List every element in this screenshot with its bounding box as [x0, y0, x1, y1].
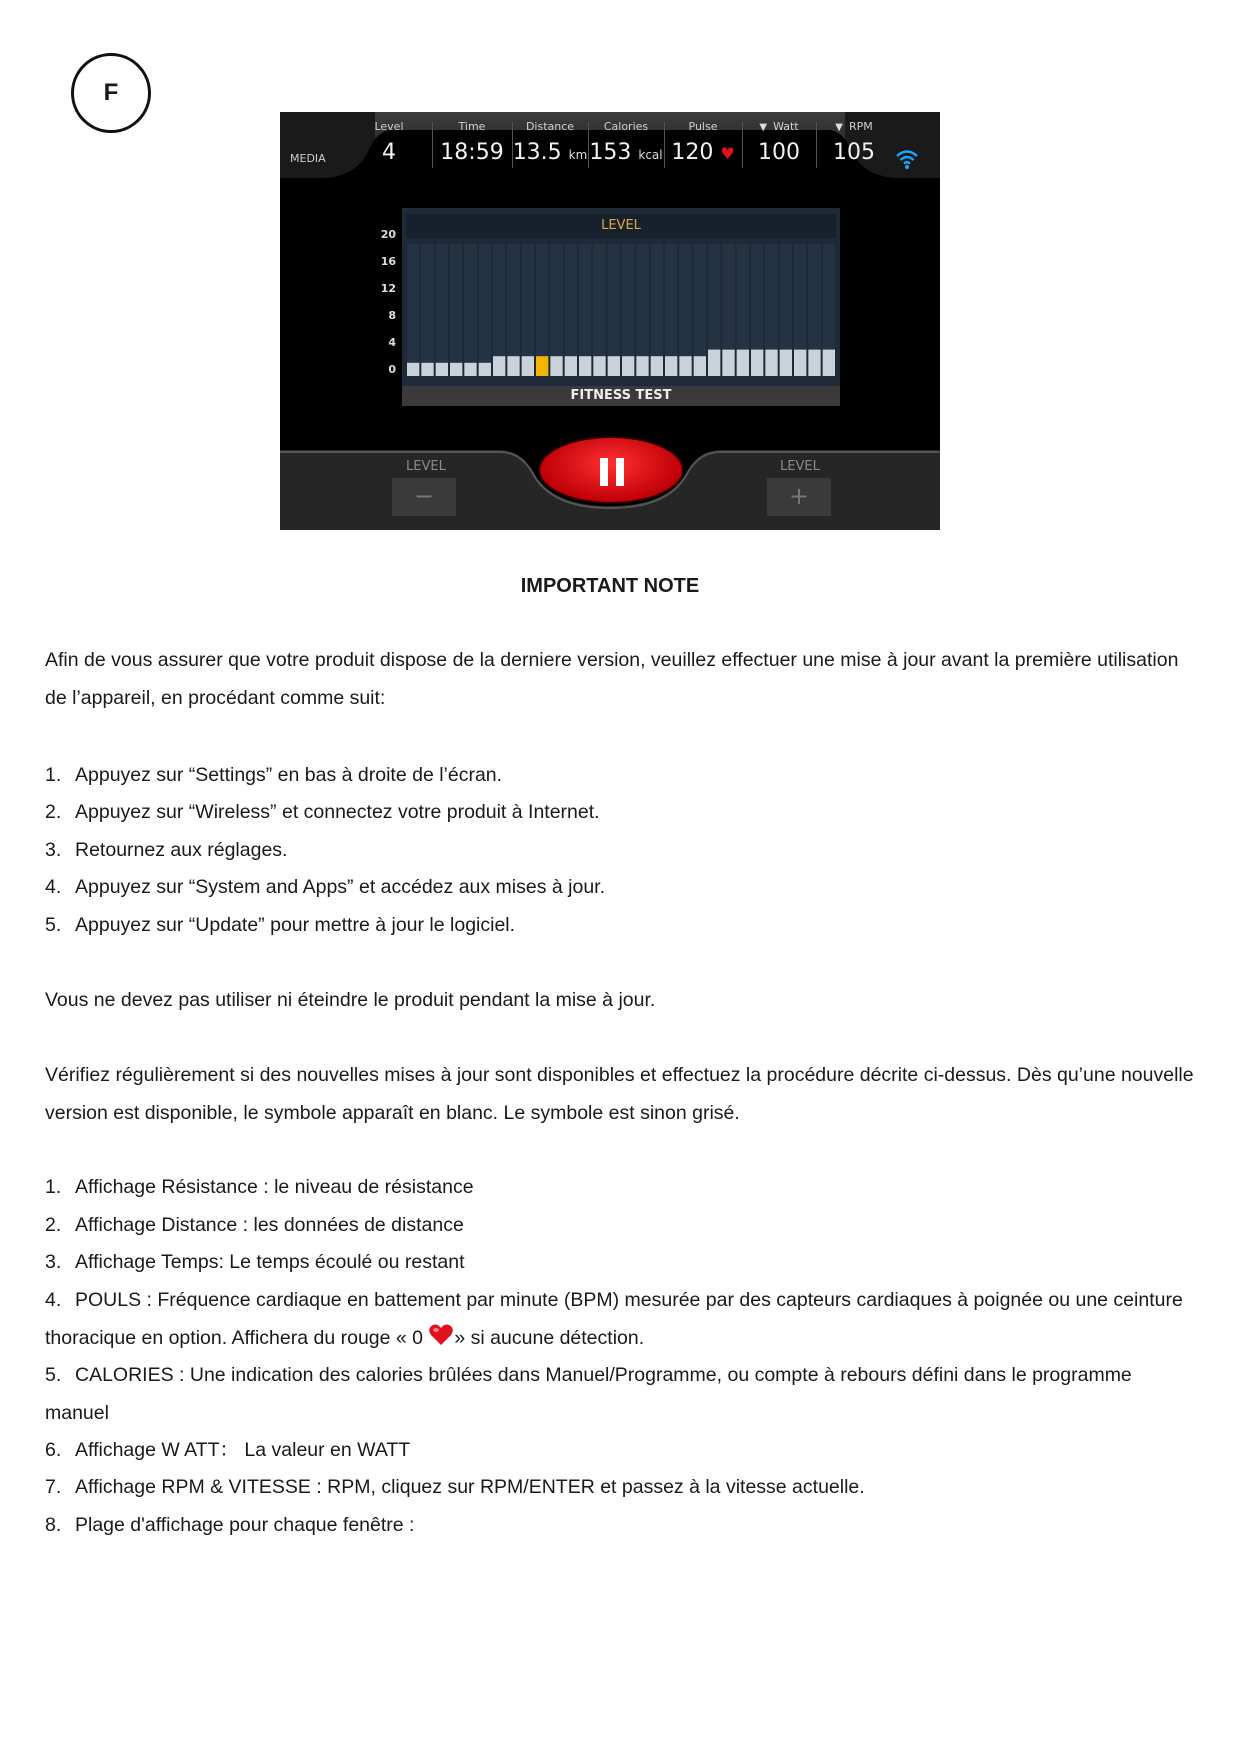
note-title: IMPORTANT NOTE — [520, 575, 700, 597]
stat-rpm-label: RPM — [848, 120, 873, 133]
level-bar — [536, 356, 548, 376]
stat-distance-unit: km — [568, 148, 588, 162]
feature-text: Plage d'affichage pour chaque fenêtre : — [75, 1514, 415, 1536]
level-bar — [794, 350, 806, 376]
feature-number: 1. — [45, 1176, 62, 1198]
console-top-bar — [280, 112, 940, 178]
level-bar — [464, 363, 476, 376]
heart-icon — [428, 1323, 454, 1347]
language-badge: F — [71, 53, 151, 133]
feature-item — [45, 1206, 1195, 1244]
level-bar — [436, 363, 448, 376]
stat-watt-value: 100 — [758, 140, 800, 165]
stat-distance-value: 13.5 — [512, 140, 562, 165]
y-tick: 12 — [380, 282, 396, 295]
stat-watt[interactable] — [742, 112, 816, 178]
step-text: Retournez aux réglages. — [75, 839, 288, 861]
wifi-icon[interactable] — [895, 148, 919, 170]
level-bar — [651, 356, 663, 376]
bar-track — [421, 244, 433, 376]
step-item — [45, 868, 1195, 906]
level-bar — [608, 356, 620, 376]
feature-text-b: » si aucune détection. — [454, 1327, 645, 1349]
pause-bar — [616, 458, 624, 486]
feature-number: 4. — [45, 1289, 62, 1311]
stat-calories-unit: kcal — [638, 148, 663, 162]
level-bar — [765, 350, 777, 376]
feature-number: 5. — [45, 1364, 62, 1386]
step-text: Appuyez sur “System and Apps” et accédez aux mises à jour. — [75, 876, 606, 898]
check-paragraph: Vérifiez régulièrement si des nouvelles mises à jour sont disponibles et effectuez la procédure décrite ci-dessus. Dès qu’une nouvelle version est disponible, le symbole apparaît en blanc. Le symbole est sinon grisé. — [45, 1064, 1194, 1124]
y-tick: 16 — [380, 255, 396, 268]
level-bar — [808, 350, 820, 376]
heart-icon: ♥ — [720, 144, 735, 163]
level-bar — [636, 356, 648, 376]
level-bar — [622, 356, 634, 376]
stat-distance-label: Distance — [525, 120, 575, 133]
media-label[interactable]: MEDIA — [290, 152, 326, 165]
stat-calories-label: Calories — [603, 120, 649, 133]
stat-level — [358, 112, 420, 178]
level-bar — [565, 356, 577, 376]
level-down-label: LEVEL — [406, 459, 446, 474]
step-item — [45, 906, 1195, 944]
step-text: Appuyez sur “Update” pour mettre à jour le logiciel. — [75, 914, 516, 936]
feature-number: 8. — [45, 1514, 62, 1536]
level-bar — [751, 350, 763, 376]
step-text: Appuyez sur “Wireless” et connectez votre produit à Internet. — [75, 801, 600, 823]
level-bar — [722, 350, 734, 376]
stat-rpm-value: 105 — [833, 140, 875, 165]
level-bar — [507, 356, 519, 376]
level-bar — [522, 356, 534, 376]
step-number: 2. — [45, 801, 62, 823]
level-bar — [708, 350, 720, 376]
bar-track — [436, 244, 448, 376]
bar-track — [450, 244, 462, 376]
step-item — [45, 831, 1195, 869]
stat-pulse-label: Pulse — [688, 120, 718, 133]
level-bar — [407, 363, 419, 376]
y-tick: 8 — [388, 309, 396, 322]
feature-item — [45, 1431, 1195, 1469]
feature-item — [45, 1168, 1195, 1206]
stat-watt-label: Watt — [773, 120, 799, 133]
triangle-down-icon: ▼ — [835, 122, 843, 133]
feature-text: Affichage Temps: Le temps écoulé ou restant — [75, 1251, 465, 1273]
level-bar — [665, 356, 677, 376]
feature-text-a: POULS : Fréquence cardiaque en battement par minute (BPM) mesurée par des capteurs cardiaques à poignée ou une ceinture thoracique en option. Affichera du rouge « 0 — [45, 1289, 1183, 1349]
stat-distance-value-wrap — [512, 140, 588, 165]
stat-level-value: 4 — [382, 140, 396, 165]
step-text: Appuyez sur “Settings” en bas à droite de l’écran. — [75, 764, 503, 786]
level-bar — [694, 356, 706, 376]
intro-paragraph: Afin de vous assurer que votre produit dispose de la derniere version, veuillez effectuer une mise à jour avant la première utilisation de l’appareil, en procédant comme suit: — [45, 649, 1179, 709]
feature-text: Affichage RPM & VITESSE : RPM, cliquez sur RPM/ENTER et passez à la vitesse actuelle. — [75, 1476, 865, 1498]
stat-level-label: Level — [374, 120, 404, 133]
level-bar — [679, 356, 691, 376]
stat-pulse-value: 120 — [671, 140, 714, 165]
feature-item — [45, 1243, 1195, 1281]
level-bar — [450, 363, 462, 376]
level-bar — [421, 363, 433, 376]
level-bar-chart — [402, 208, 840, 406]
level-down-button[interactable]: − — [392, 478, 456, 516]
y-tick: 20 — [380, 228, 396, 241]
level-bar — [823, 350, 835, 376]
level-bar — [737, 350, 749, 376]
step-number: 4. — [45, 876, 62, 898]
feature-number: 7. — [45, 1476, 62, 1498]
chart-header: LEVEL — [406, 214, 836, 238]
stat-pulse — [664, 112, 742, 178]
stat-rpm[interactable] — [816, 112, 892, 178]
feature-item — [45, 1468, 1195, 1506]
feature-item — [45, 1281, 1195, 1357]
level-bar — [780, 350, 792, 376]
feature-text: Affichage Résistance : le niveau de résistance — [75, 1176, 474, 1198]
bar-track — [407, 244, 419, 376]
feature-item — [45, 1356, 1195, 1432]
level-bar — [550, 356, 562, 376]
stat-calories — [588, 112, 664, 178]
chart-y-axis — [370, 228, 400, 392]
stat-time-value: 18:59 — [440, 140, 504, 165]
step-item — [45, 793, 1195, 831]
stat-watt-label-wrap — [742, 120, 816, 134]
console-screenshot — [280, 112, 940, 530]
bar-track — [479, 244, 491, 376]
level-up-button[interactable]: + — [767, 478, 831, 516]
bar-track — [464, 244, 476, 376]
level-bar — [579, 356, 591, 376]
feature-item — [45, 1506, 1195, 1544]
stat-distance — [512, 112, 588, 178]
feature-number: 6. — [45, 1439, 62, 1461]
level-bar — [493, 356, 505, 376]
level-up-label: LEVEL — [780, 459, 820, 474]
stat-pulse-value-wrap — [664, 140, 742, 165]
stat-calories-value: 153 — [589, 140, 632, 165]
level-bar — [593, 356, 605, 376]
step-number: 5. — [45, 914, 62, 936]
stat-calories-value-wrap — [588, 140, 664, 165]
level-bar — [479, 363, 491, 376]
chart-footer: FITNESS TEST — [402, 386, 840, 406]
step-item — [45, 756, 1195, 794]
stat-time-label: Time — [458, 120, 486, 133]
step-number: 3. — [45, 839, 62, 861]
feature-text: Affichage W ATT： La valeur en WATT — [75, 1439, 411, 1461]
y-tick: 4 — [388, 336, 396, 349]
triangle-down-icon: ▼ — [759, 122, 768, 133]
y-tick: 0 — [388, 363, 396, 376]
feature-text: Affichage Distance : les données de distance — [75, 1214, 464, 1236]
pause-button[interactable] — [538, 436, 684, 504]
feature-text: CALORIES : Une indication des calories brûlées dans Manuel/Programme, ou compte à rebours défini dans le programme manuel — [45, 1364, 1132, 1424]
stat-rpm-label-wrap — [816, 120, 892, 134]
step-number: 1. — [45, 764, 62, 786]
feature-number: 3. — [45, 1251, 62, 1273]
warning-paragraph: Vous ne devez pas utiliser ni éteindre le produit pendant la mise à jour. — [45, 989, 656, 1011]
stat-time — [432, 112, 512, 178]
pause-bar — [600, 458, 608, 486]
feature-number: 2. — [45, 1214, 62, 1236]
